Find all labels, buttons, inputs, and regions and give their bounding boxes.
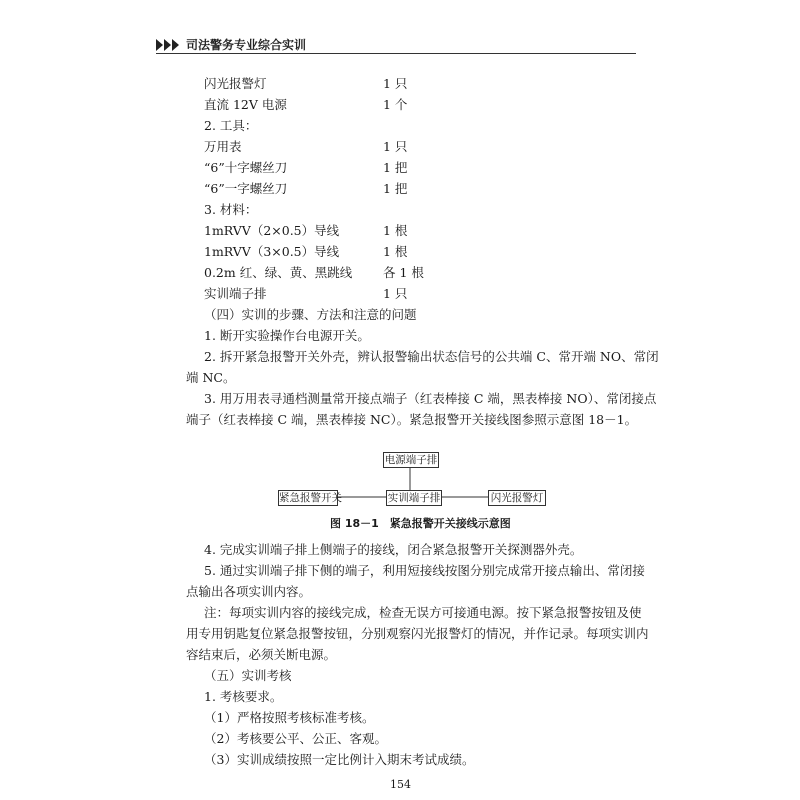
arrow-marker-icon xyxy=(156,39,180,51)
paragraph: （2）考核要公平、公正、客观。 xyxy=(204,731,387,746)
item-name: 直流 12V 电源 xyxy=(204,97,287,112)
materials-heading: 3. 材料： xyxy=(204,202,258,217)
item-qty: 1 根 xyxy=(383,244,408,259)
flash-lamp-box: 闪光报警灯 xyxy=(488,490,546,506)
header-title: 司法警务专业综合实训 xyxy=(186,38,307,52)
paragraph: 容结束后，必须关断电源。 xyxy=(186,647,337,662)
item-name: 0.2m 红、绿、黄、黑跳线 xyxy=(204,265,353,280)
item-qty: 各 1 根 xyxy=(383,265,424,280)
section-heading: （四）实训的步骤、方法和注意的问题 xyxy=(204,307,417,322)
tools-heading: 2. 工具： xyxy=(204,118,258,133)
item-qty: 1 只 xyxy=(383,139,408,154)
item-name: 闪光报警灯 xyxy=(204,76,267,91)
running-header xyxy=(156,36,306,53)
paragraph: 3. 用万用表寻通档测量常开接点端子（红表棒接 C 端，黑表棒接 NO）、常闭接点 xyxy=(204,391,657,406)
paragraph: 1. 考核要求。 xyxy=(204,689,283,704)
item-qty: 1 把 xyxy=(383,160,408,175)
item-qty: 1 只 xyxy=(383,76,408,91)
item-qty: 1 把 xyxy=(383,181,408,196)
item-name: “6”一字螺丝刀 xyxy=(204,181,288,196)
paragraph: 4. 完成实训端子排上侧端子的接线，闭合紧急报警开关探测器外壳。 xyxy=(204,542,583,557)
paragraph: 用专用钥匙复位紧急报警按钮，分别观察闪光报警灯的情况，并作记录。每项实训内 xyxy=(186,626,649,641)
item-name: 1mRVV（2×0.5）导线 xyxy=(204,223,340,238)
paragraph: 5. 通过实训端子排下侧的端子，利用短接线按图分别完成常开接点输出、常闭接 xyxy=(204,563,645,578)
training-terminal-box: 实训端子排 xyxy=(387,492,441,504)
figure-caption: 图 18－1 紧急报警开关接线示意图 xyxy=(330,517,511,530)
section-heading: （五）实训考核 xyxy=(204,668,292,683)
item-name: 实训端子排 xyxy=(204,286,267,301)
paragraph: 2. 拆开紧急报警开关外壳，辨认报警输出状态信号的公共端 C、常开端 NO、常闭 xyxy=(204,349,659,364)
item-name: 万用表 xyxy=(204,139,242,154)
paragraph: （1）严格按照考核标准考核。 xyxy=(204,710,375,725)
paragraph: 端 NC。 xyxy=(186,370,236,385)
item-name: “6”十字螺丝刀 xyxy=(204,160,288,175)
header-divider xyxy=(156,53,636,54)
item-qty: 1 个 xyxy=(383,97,408,112)
power-terminal-box: 电源端子排 xyxy=(384,454,438,466)
paragraph: 点输出各项实训内容。 xyxy=(186,584,312,599)
page-number: 154 xyxy=(390,778,411,791)
paragraph: 1. 断开实验操作台电源开关。 xyxy=(204,328,370,343)
item-qty: 1 根 xyxy=(383,223,408,238)
paragraph: 注：每项实训内容的接线完成，检查无误方可接通电源。按下紧急报警按钮及使 xyxy=(204,605,642,620)
alarm-switch-box: 紧急报警开关 xyxy=(279,492,342,504)
item-name: 1mRVV（3×0.5）导线 xyxy=(204,244,340,259)
item-qty: 1 只 xyxy=(383,286,408,301)
paragraph: （3）实训成绩按照一定比例计入期末考试成绩。 xyxy=(204,752,475,767)
paragraph: 端子（红表棒接 C 端，黑表棒接 NC）。紧急报警开关接线图参照示意图 18－1。 xyxy=(186,412,638,427)
